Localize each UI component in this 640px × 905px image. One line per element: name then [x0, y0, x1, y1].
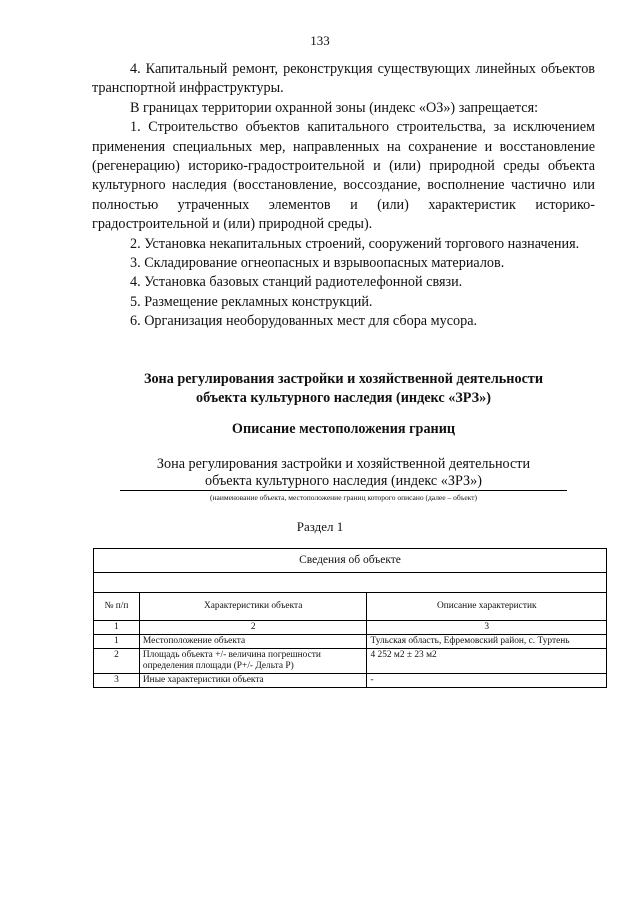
table-row	[94, 649, 607, 674]
object-name-line2: объекта культурного наследия (индекс «ЗРЗ»)	[205, 473, 482, 489]
header-characteristic: Характеристики объекта	[139, 593, 367, 621]
row-description: 4 252 м2 ± 23 м2	[367, 649, 607, 674]
row-num: 3	[94, 674, 140, 688]
body-text	[92, 60, 595, 332]
zone-heading-line2: объекта культурного наследия (индекс «ЗРЗ»)	[196, 390, 491, 406]
column-number: 1	[94, 621, 140, 635]
object-name-line1: Зона регулирования застройки и хозяйственной деятельности	[156, 456, 531, 472]
paragraph: В границах территории охранной зоны (индекс «ОЗ») запрещается:	[130, 99, 539, 116]
row-characteristic: Иные характеристики объекта	[139, 674, 367, 688]
row-characteristic: Местоположение объекта	[139, 635, 367, 649]
table-header-row	[94, 593, 607, 621]
table-row	[94, 635, 607, 649]
row-num: 2	[94, 649, 140, 674]
row-characteristic: Площадь объекта +/- величина погрешности определения площади (Р+/- Дельта Р)	[139, 649, 367, 674]
row-description: Тульская область, Ефремовский район, с. Туртень	[367, 635, 607, 649]
paragraph: 6. Организация необорудованных мест для сбора мусора.	[130, 313, 478, 330]
column-number: 2	[139, 621, 367, 635]
object-name-underline	[120, 490, 567, 491]
row-description: -	[367, 674, 607, 688]
object-info-table	[93, 548, 607, 688]
paragraph: 1. Строительство объектов капитального строительства, за исключением применения специальных мер, направленных на сохранение и восстановление (регенерацию) историко-градостроительной и (или) природной среды объекта культурного наследия (восстановление, воссоздание, восполнение частично или полностью утраченных элементов и (или) характеристик историко-градостроительной и (или) природной среды).	[92, 119, 595, 233]
header-description: Описание характеристик	[367, 593, 607, 621]
table-column-numbers-row	[94, 621, 607, 635]
table-empty-row	[94, 573, 607, 593]
paragraph: 4. Капитальный ремонт, реконструкция существующих линейных объектов транспортной инфраструктуры.	[92, 61, 595, 97]
table-row	[94, 674, 607, 688]
zone-heading-line1: Зона регулирования застройки и хозяйственной деятельности	[143, 371, 544, 387]
table-title: Сведения об объекте	[94, 549, 607, 573]
object-name	[92, 456, 595, 490]
zone-heading	[92, 370, 595, 408]
column-number: 3	[367, 621, 607, 635]
paragraph: 5. Размещение рекламных конструкций.	[130, 293, 373, 310]
row-num: 1	[94, 635, 140, 649]
paragraph: 3. Складирование огнеопасных и взрывоопасных материалов.	[130, 255, 505, 272]
paragraph: 4. Установка базовых станций радиотелефонной связи.	[130, 274, 463, 291]
section-title: Раздел 1	[296, 519, 344, 534]
description-heading: Описание местоположения границ	[231, 421, 456, 437]
header-num: № п/п	[94, 593, 140, 621]
object-name-caption: (наименование объекта, местоположение границ которого описано (далее – объект)	[209, 493, 477, 502]
paragraph: 2. Установка некапитальных строений, сооружений торгового назначения.	[130, 235, 580, 252]
page-number: 133	[310, 33, 330, 48]
